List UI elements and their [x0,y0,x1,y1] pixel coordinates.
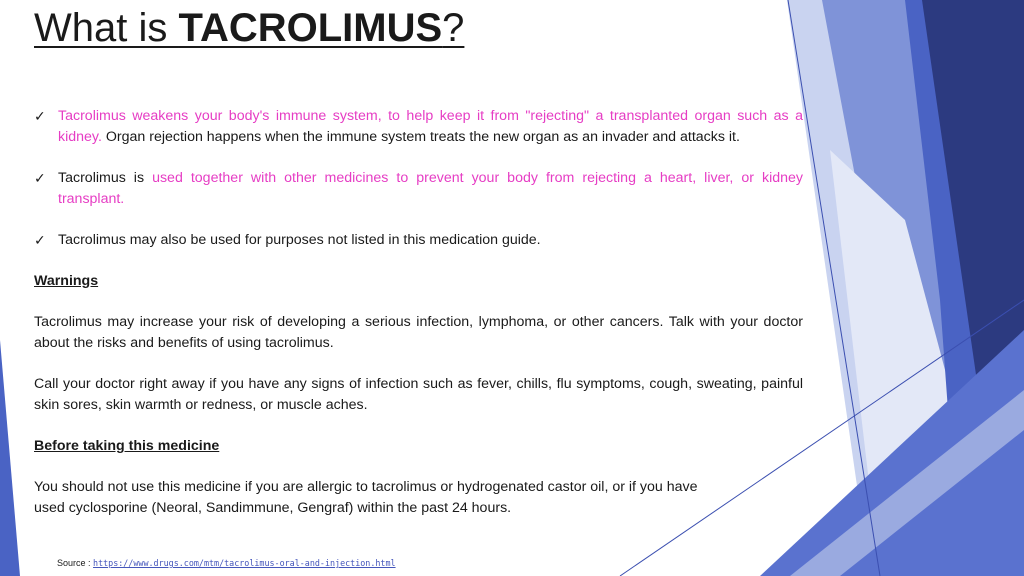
page-title [34,2,464,54]
bullet-text: Organ rejection happens when the immune system treats the new organ as an invader and attacks it. [101,129,740,145]
bullet-item [34,230,803,251]
source-link[interactable]: https://www.drugs.com/mtm/tacrolimus-oral-and-injection.html [93,558,396,568]
title-prefix: What is [34,6,179,50]
bullet-item [34,106,803,148]
checkmark-icon: ✓ [34,232,46,248]
bullet-highlight-text: used together with other medicines to prevent your body from rejecting a heart, liver, or kidney transplant. [58,170,803,207]
warnings-heading: Warnings [34,273,99,289]
source-citation [57,557,396,569]
before-taking-heading: Before taking this medicine [34,438,220,454]
bullet-text: Tacrolimus is [58,170,153,186]
checkmark-icon: ✓ [34,108,46,124]
bullet-text: Tacrolimus may also be used for purposes not listed in this medication guide. [58,232,541,248]
bullet-highlight-text: Tacrolimus weakens your body's immune system, to help keep it from "rejecting" a transplanted organ such as a kidney. [58,108,803,145]
before-taking-paragraph: You should not use this medicine if you are allergic to tacrolimus or hydrogenated castor oil, or if you have used cyclosporine (Neoral, Sandimmune, Gengraf) within the past 24 hours. [34,479,698,516]
bullet-item [34,168,803,210]
checkmark-icon: ✓ [34,170,46,186]
title-drug-name: TACROLIMUS [178,6,443,50]
title-suffix: ? [442,6,465,50]
source-label: Source : [57,558,94,568]
main-content [34,106,803,539]
warnings-paragraph: Call your doctor right away if you have any signs of infection such as fever, chills, flu symptoms, cough, sweating, painful skin sores, skin warmth or redness, or muscle aches. [34,376,803,413]
warnings-paragraph: Tacrolimus may increase your risk of developing a serious infection, lymphoma, or other cancers. Talk with your doctor about the risks and benefits of using tacrolimus. [34,314,803,351]
